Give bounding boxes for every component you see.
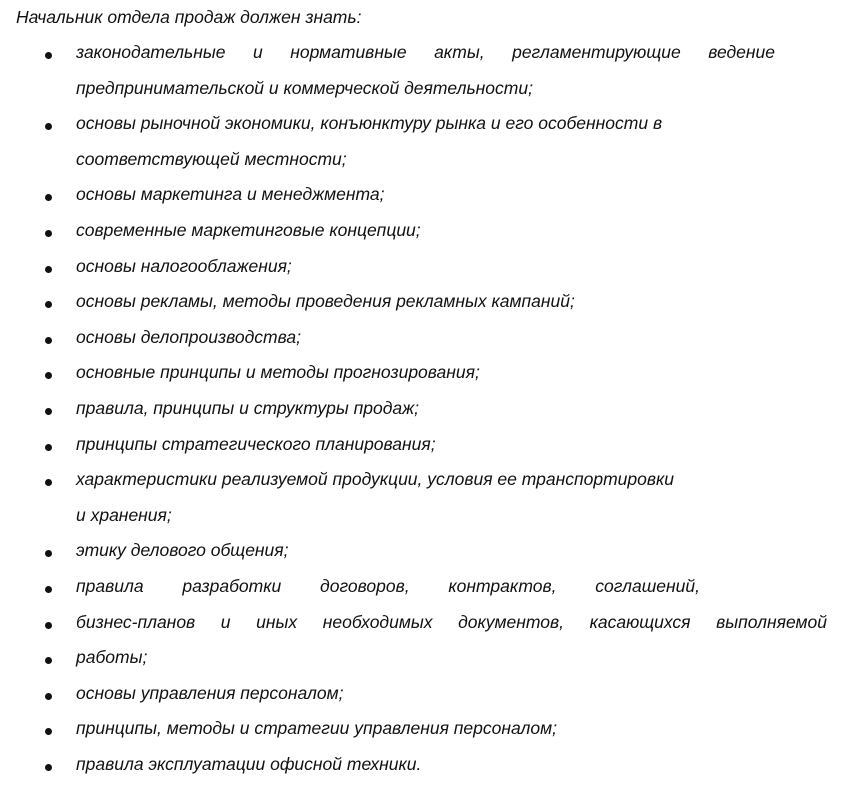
bullet-icon bbox=[45, 266, 52, 273]
bullet-icon bbox=[45, 408, 52, 415]
list-item bbox=[0, 716, 844, 752]
list-item-text: основы управления персоналом; bbox=[76, 682, 344, 703]
requirements-list bbox=[0, 40, 844, 787]
list-item bbox=[0, 752, 844, 787]
list-item bbox=[0, 467, 844, 538]
list-item-text: основные принципы и методы прогнозирования; bbox=[76, 362, 480, 383]
list-item-text: основы маркетинга и менеджмента; bbox=[76, 184, 385, 205]
list-item bbox=[0, 396, 844, 432]
bullet-icon bbox=[45, 337, 52, 344]
bullet-icon bbox=[45, 586, 52, 593]
bullet-icon bbox=[45, 479, 52, 486]
bullet-icon bbox=[45, 550, 52, 557]
list-item bbox=[0, 681, 844, 717]
list-item-text: принципы стратегического планирования; bbox=[76, 433, 436, 454]
list-item-text: правила, принципы и структуры продаж; bbox=[76, 397, 420, 418]
list-item bbox=[0, 610, 844, 646]
list-item-text: принципы, методы и стратегии управления персоналом; bbox=[76, 718, 557, 739]
list-item bbox=[0, 645, 844, 681]
list-item bbox=[0, 432, 844, 468]
intro-heading: Начальник отдела продаж должен знать: bbox=[16, 7, 362, 27]
list-item bbox=[0, 289, 844, 325]
list-item-text: основы рыночной экономики, конъюнктуру рынка и его особенности в bbox=[76, 113, 663, 134]
list-item bbox=[0, 325, 844, 361]
list-item-text: основы рекламы, методы проведения рекламных кампаний; bbox=[76, 291, 575, 312]
bullet-icon bbox=[45, 764, 52, 771]
list-item-text-continued: предпринимательской и коммерческой деятельности; bbox=[76, 77, 533, 98]
list-item-text: основы налогооблажения; bbox=[76, 255, 292, 276]
list-item-text: правила разработки договоров, контрактов, соглашений, bbox=[76, 575, 700, 596]
list-item bbox=[0, 218, 844, 254]
list-item-text: правила эксплуатации офисной техники. bbox=[76, 753, 422, 774]
bullet-icon bbox=[45, 693, 52, 700]
list-item bbox=[0, 538, 844, 574]
list-item-text-continued: и хранения; bbox=[76, 504, 172, 525]
bullet-icon bbox=[45, 657, 52, 664]
bullet-icon bbox=[45, 194, 52, 201]
list-item bbox=[0, 111, 844, 182]
list-item bbox=[0, 574, 844, 610]
list-item bbox=[0, 360, 844, 396]
list-item-text-continued: соответствующей местности; bbox=[76, 148, 347, 169]
bullet-icon bbox=[45, 444, 52, 451]
bullet-icon bbox=[45, 230, 52, 237]
list-item bbox=[0, 254, 844, 290]
list-item-text: бизнес-планов и иных необходимых документов, касающихся выполняемой bbox=[76, 611, 827, 632]
list-item-text: этику делового общения; bbox=[76, 540, 289, 561]
bullet-icon bbox=[45, 301, 52, 308]
list-item-text: работы; bbox=[76, 647, 148, 668]
bullet-icon bbox=[45, 123, 52, 130]
list-item bbox=[0, 40, 844, 111]
list-item-text: основы делопроизводства; bbox=[76, 326, 301, 347]
list-item-text: современные маркетинговые концепции; bbox=[76, 219, 421, 240]
list-item bbox=[0, 182, 844, 218]
list-item-text: законодательные и нормативные акты, регламентирующие ведение bbox=[76, 42, 775, 62]
bullet-icon bbox=[45, 622, 52, 629]
bullet-icon bbox=[45, 728, 52, 735]
bullet-icon bbox=[45, 372, 52, 379]
list-item-text: характеристики реализуемой продукции, условия ее транспортировки bbox=[76, 469, 674, 490]
bullet-icon bbox=[45, 52, 52, 59]
